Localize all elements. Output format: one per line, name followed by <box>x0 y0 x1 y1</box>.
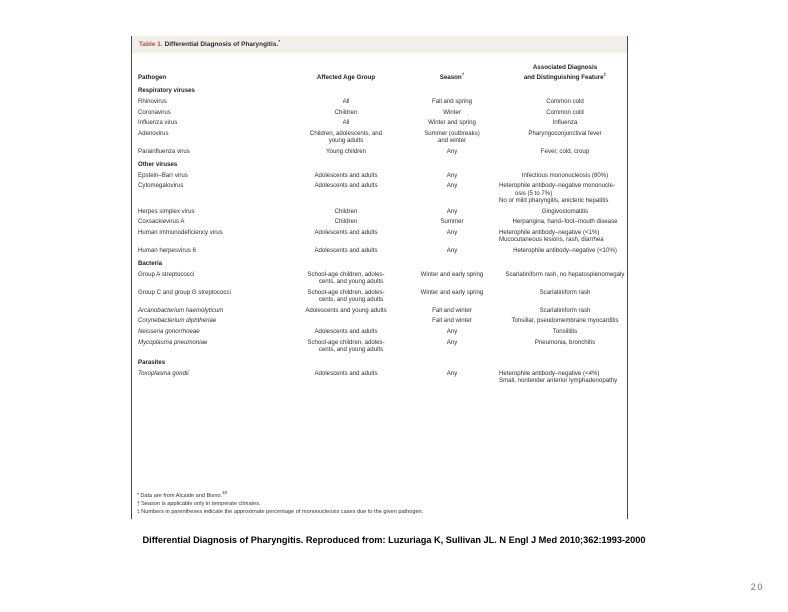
cell-associated-diagnosis <box>497 208 631 215</box>
cell-pathogen: Arcanobacterium haemolyticum <box>138 306 224 314</box>
cell-age-group <box>285 208 407 215</box>
column-header-diagnosis-line2 <box>499 71 631 81</box>
table-row <box>132 317 627 324</box>
cell-line: School-age children, adoles- <box>307 338 385 346</box>
cell-season <box>407 307 497 314</box>
table-row <box>132 148 627 155</box>
table-row <box>132 307 627 314</box>
table-title-bar <box>132 36 627 53</box>
cell-line: Winter <box>443 108 461 116</box>
cell-line: cents, and young adults <box>318 295 384 303</box>
table-row <box>132 271 627 286</box>
cell-line: Heterophile antibody–negative (<1%) <box>499 228 600 236</box>
table-row <box>132 172 627 179</box>
cell-line: Mucocutaneous lesions, rash, diarrhea <box>499 236 604 244</box>
cell-season <box>407 98 497 105</box>
cell-season <box>407 247 497 254</box>
cell-line: Tonsillitis <box>552 327 578 335</box>
cell-pathogen: Adenovirus <box>138 129 169 137</box>
column-header-season <box>407 71 497 81</box>
cell-line: Scarlatiniform rash <box>539 288 591 296</box>
cell-line: Pneumonia, bronchitis <box>534 338 596 346</box>
cell-age-group <box>285 370 407 377</box>
cell-line: Adolescents and adults <box>314 246 378 254</box>
footnote-text: Season is applicable only in temperate climates. <box>141 500 261 507</box>
table-group-heading: Parasites <box>138 359 166 367</box>
cell-line: Common cold <box>546 97 584 105</box>
table-row <box>132 328 627 335</box>
cell-line: Children, adolescents, and <box>309 129 383 137</box>
cell-line: Infectious mononucleosis (80%) <box>521 171 609 179</box>
cell-pathogen: Cytomegalovirus <box>138 182 184 190</box>
cell-pathogen: Group A streptococci <box>138 270 195 278</box>
cell-associated-diagnosis <box>497 218 631 225</box>
cell-age-group <box>285 182 407 189</box>
cell-line: Any <box>446 246 458 254</box>
cell-line: School-age children, adoles- <box>307 288 385 296</box>
cell-line: Any <box>446 369 458 377</box>
cell-line: cents, and young adults <box>318 345 384 353</box>
cell-line: School-age children, adoles- <box>307 270 385 278</box>
cell-season <box>407 289 497 296</box>
cell-line: Influenza <box>552 119 578 127</box>
cell-associated-diagnosis <box>497 317 631 324</box>
cell-pathogen: Influenza virus <box>138 119 178 127</box>
cell-line: Pharyngoconjunctival fever <box>528 129 602 137</box>
cell-season <box>407 271 497 278</box>
cell-line: All <box>342 119 350 127</box>
cell-season <box>407 109 497 116</box>
cell-line: Winter and spring <box>428 119 476 127</box>
table-row <box>132 98 627 105</box>
cell-season <box>407 218 497 225</box>
table-footnotes <box>137 489 607 516</box>
cell-age-group <box>285 98 407 105</box>
cell-season <box>407 370 497 377</box>
cell-pathogen: Parainfluenza virus <box>138 147 190 155</box>
column-header-diagnosis-line1: Associated Diagnosis <box>532 64 598 71</box>
cell-line: Tonsillar, pseudomembrane myocarditis <box>511 317 619 325</box>
cell-line: Any <box>446 182 458 190</box>
cell-season <box>407 148 497 155</box>
cell-line: Winter and early spring <box>420 270 484 278</box>
cell-associated-diagnosis <box>497 98 631 105</box>
column-header-pathogen: Pathogen <box>138 74 167 82</box>
page-number: 20 <box>750 582 764 592</box>
cell-line: No or mild pharyngitis, anicteric hepatitis <box>499 196 609 204</box>
footnote-text: Data are from Alcaide and Bisno. <box>140 492 223 499</box>
cell-line: Winter and early spring <box>420 288 484 296</box>
cell-associated-diagnosis <box>497 328 631 335</box>
table-title-footnote-marker: * <box>278 39 281 44</box>
footnote-item <box>137 508 607 516</box>
cell-associated-diagnosis <box>497 247 631 254</box>
table-group-heading: Respiratory viruses <box>138 87 195 95</box>
cell-line: Heterophile antibody–negative (<10%) <box>513 246 617 254</box>
cell-pathogen: Corynebacterium diphtheriae <box>138 317 217 325</box>
cell-line: Scarlatiniform rash, no hepatosplenomegaly <box>505 270 625 278</box>
cell-line: Summer (outbreaks) <box>424 129 480 137</box>
cell-line: cents, and young adults <box>318 277 384 285</box>
cell-associated-diagnosis <box>497 229 631 244</box>
cell-associated-diagnosis <box>497 339 631 346</box>
table-body <box>132 87 627 384</box>
footnote-marker: † <box>137 500 142 507</box>
cell-line: Adolescents and adults <box>314 327 378 335</box>
table-row <box>132 182 627 204</box>
cell-line: Common cold <box>546 108 584 116</box>
season-footnote-marker: † <box>461 72 465 78</box>
cell-associated-diagnosis <box>497 172 631 179</box>
cell-line: Adolescents and adults <box>314 228 378 236</box>
cell-pathogen: Mycoplasma pneumoniae <box>138 338 208 346</box>
cell-age-group <box>285 119 407 126</box>
cell-line: All <box>342 97 350 105</box>
cell-line: Fall and spring <box>432 97 472 105</box>
column-header-season-text: Season <box>439 74 462 82</box>
footnote-item <box>137 500 607 508</box>
cell-season <box>407 172 497 179</box>
cell-line: Adolescents and young adults <box>305 306 387 314</box>
cell-line: Heterophile antibody–negative mononucle- <box>499 182 615 190</box>
cell-line: Adolescents and adults <box>314 369 378 377</box>
cell-season <box>407 339 497 346</box>
cell-pathogen: Human herpesvirus 6 <box>138 246 196 254</box>
cell-associated-diagnosis <box>497 119 631 126</box>
cell-line: Children <box>334 218 358 226</box>
slide-caption: Differential Diagnosis of Pharyngitis. Reproduced from: Luzuriaga K, Sullivan JL. N Engl J Med 2010;362:1993-2000 <box>142 535 646 545</box>
cell-line: Any <box>446 327 458 335</box>
cell-age-group <box>285 307 407 314</box>
table-title-text: Differential Diagnosis of Pharyngitis. <box>164 41 279 49</box>
footnote-marker: ‡ <box>137 509 142 516</box>
cell-season <box>407 182 497 189</box>
cell-associated-diagnosis <box>497 307 631 314</box>
cell-line: Adolescents and adults <box>314 182 378 190</box>
cell-age-group <box>285 289 407 304</box>
cell-line: Heterophile antibody–negative (<4%) <box>499 369 600 377</box>
cell-pathogen: Rhinovirus <box>138 97 167 105</box>
cell-line: Scarlatiniform rash <box>539 306 591 314</box>
cell-line: Any <box>446 171 458 179</box>
cell-season <box>407 119 497 126</box>
cell-pathogen: Toxoplasma gondii <box>138 369 189 377</box>
cell-age-group <box>285 148 407 155</box>
table-row <box>132 229 627 244</box>
cell-line: Fall and winter <box>432 306 472 314</box>
table-figure <box>131 36 628 519</box>
cell-age-group <box>285 229 407 236</box>
table-group-heading: Bacteria <box>138 260 163 268</box>
cell-age-group <box>285 339 407 354</box>
cell-line: Children <box>334 207 358 215</box>
footnote-reference: 40 <box>222 490 228 495</box>
table-row <box>132 339 627 354</box>
cell-line: osis (5 to 7%) <box>515 189 553 197</box>
cell-associated-diagnosis <box>497 289 631 296</box>
cell-season <box>407 328 497 335</box>
cell-line: Summer <box>440 218 464 226</box>
cell-pathogen: Human immunodeficiency virus <box>138 228 223 236</box>
cell-associated-diagnosis <box>497 182 631 204</box>
table-group-heading: Other viruses <box>138 161 178 169</box>
cell-line: Fever, cold, croup <box>540 147 590 155</box>
cell-line: Children <box>334 108 358 116</box>
cell-associated-diagnosis <box>497 148 631 155</box>
table-row <box>132 370 627 385</box>
cell-line: Any <box>446 147 458 155</box>
table-row <box>132 208 627 215</box>
cell-age-group <box>285 218 407 225</box>
column-header-associated-diagnosis <box>497 64 631 81</box>
cell-age-group <box>285 328 407 335</box>
cell-line: Small, nontender anterior lymphadenopathy <box>499 376 618 384</box>
table-row <box>132 218 627 225</box>
cell-associated-diagnosis <box>497 271 631 278</box>
table-row <box>132 109 627 116</box>
cell-line: Any <box>446 228 458 236</box>
table-column-headers <box>132 64 627 81</box>
cell-season <box>407 208 497 215</box>
cell-age-group <box>285 172 407 179</box>
cell-pathogen: Neisseria gonorrhoeae <box>138 327 200 335</box>
cell-season <box>407 317 497 324</box>
cell-season <box>407 130 497 145</box>
table-row <box>132 247 627 254</box>
cell-line: Any <box>446 338 458 346</box>
column-header-age-group: Affected Age Group <box>316 74 376 82</box>
cell-season <box>407 229 497 236</box>
cell-associated-diagnosis <box>497 370 631 385</box>
cell-line: Gingivostomatitis <box>541 207 589 215</box>
cell-pathogen: Herpes simplex virus <box>138 207 195 215</box>
table-title-label: Table 1. <box>139 41 163 49</box>
cell-age-group <box>285 109 407 116</box>
table-row <box>132 119 627 126</box>
diagnosis-footnote-marker: ‡ <box>603 72 607 78</box>
cell-associated-diagnosis <box>497 109 631 116</box>
cell-line: Fall and winter <box>432 317 472 325</box>
footnote-marker: * <box>137 492 141 499</box>
footnote-item <box>137 489 607 500</box>
table-row <box>132 289 627 304</box>
cell-age-group <box>285 247 407 254</box>
cell-line: Herpangina, hand–foot–mouth disease <box>512 218 618 226</box>
cell-line: and winter <box>437 137 467 145</box>
table-row <box>132 130 627 145</box>
cell-pathogen: Epstein–Barr virus <box>138 171 188 179</box>
cell-pathogen: Coronavirus <box>138 108 171 116</box>
column-header-diagnosis-line2-text: and Distinguishing Feature <box>523 74 604 82</box>
footnote-text: Numbers in parentheses indicate the approximate percentage of mononucleosis cases due to the given pathogen. <box>141 509 424 516</box>
cell-line: Young children <box>325 147 367 155</box>
cell-associated-diagnosis <box>497 130 631 137</box>
cell-pathogen: Group C and group G streptococci <box>138 288 231 296</box>
cell-pathogen: Coxsackievirus A <box>138 218 185 226</box>
cell-age-group <box>285 271 407 286</box>
cell-age-group <box>285 130 407 145</box>
cell-line: Any <box>446 207 458 215</box>
cell-line: Adolescents and adults <box>314 171 378 179</box>
cell-line: young adults <box>328 137 364 145</box>
